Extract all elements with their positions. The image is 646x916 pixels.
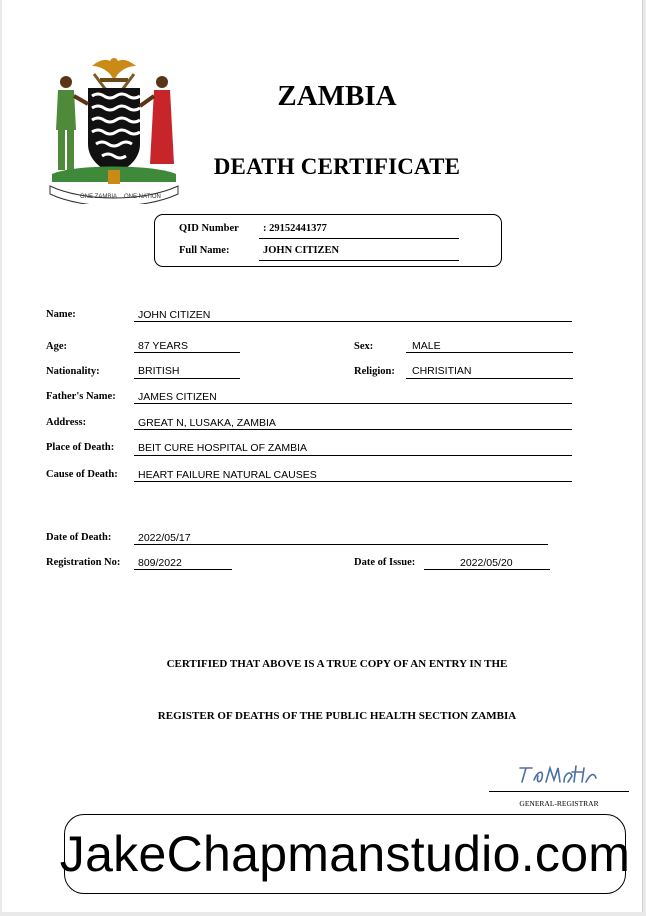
father-name-label: Father's Name: — [46, 391, 116, 402]
certification-line-2: REGISTER OF DEATHS OF THE PUBLIC HEALTH SECTION ZAMBIA — [157, 710, 517, 722]
name-value: JOHN CITIZEN — [138, 309, 211, 321]
name-underline — [134, 321, 572, 322]
nationality-value: BRITISH — [138, 365, 180, 377]
place-of-death-underline — [134, 455, 572, 456]
document-title: DEATH CERTIFICATE — [213, 154, 461, 179]
signature-line — [489, 791, 629, 792]
sex-value: MALE — [412, 340, 441, 352]
name-label: Name: — [46, 309, 76, 320]
fullname-underline — [259, 260, 459, 261]
date-of-issue-value: 2022/05/20 — [460, 557, 513, 569]
cause-of-death-underline — [134, 481, 572, 482]
date-of-issue-label: Date of Issue: — [354, 557, 416, 568]
watermark-banner — [59, 814, 631, 894]
father-name-underline — [134, 403, 572, 404]
qid-value: : 29152441377 — [263, 223, 327, 234]
registration-no-value: 809/2022 — [138, 557, 182, 569]
certification-line-1: CERTIFIED THAT ABOVE IS A TRUE COPY OF AN ENTRY IN THE — [166, 658, 508, 670]
svg-text:ONE NATION: ONE NATION — [124, 194, 161, 200]
date-of-death-value: 2022/05/17 — [138, 532, 191, 544]
address-underline — [134, 429, 572, 430]
address-value: GREAT N, LUSAKA, ZAMBIA — [138, 417, 276, 429]
nationality-underline — [134, 378, 240, 379]
religion-label: Religion: — [354, 366, 395, 377]
place-of-death-label: Place of Death: — [46, 442, 115, 453]
fullname-label: Full Name: — [179, 245, 230, 256]
id-box — [154, 214, 502, 267]
qid-underline — [259, 238, 459, 239]
nationality-label: Nationality: — [46, 366, 100, 377]
watermark-text: JakeChapmanstudio.com — [59, 826, 631, 882]
registration-no-label: Registration No: — [46, 557, 121, 568]
sex-label: Sex: — [354, 341, 374, 352]
age-label: Age: — [46, 341, 67, 352]
sex-underline — [406, 352, 573, 353]
registrar-title: GENERAL-REGISTRAR — [519, 799, 599, 808]
age-underline — [134, 352, 240, 353]
registration-no-underline — [134, 569, 232, 570]
age-value: 87 YEARS — [138, 340, 189, 352]
father-name-value: JAMES CITIZEN — [138, 391, 217, 403]
qid-label: QID Number — [179, 223, 239, 234]
svg-text:ONE ZAMBIA: ONE ZAMBIA — [80, 194, 118, 200]
religion-underline — [406, 378, 573, 379]
place-of-death-value: BEIT CURE HOSPITAL OF ZAMBIA — [138, 442, 307, 454]
certificate-page — [2, 0, 643, 912]
date-of-issue-underline — [424, 569, 550, 570]
date-of-death-label: Date of Death: — [46, 532, 112, 543]
religion-value: CHRISITIAN — [412, 365, 472, 377]
country-heading: ZAMBIA — [277, 80, 397, 112]
date-of-death-underline — [134, 544, 548, 545]
fullname-value: JOHN CITIZEN — [263, 245, 340, 256]
zambia-coat-of-arms-icon — [44, 52, 184, 204]
cause-of-death-label: Cause of Death: — [46, 469, 118, 480]
cause-of-death-value: HEART FAILURE NATURAL CAUSES — [138, 469, 317, 481]
registrar-signature-icon — [514, 760, 604, 788]
address-label: Address: — [46, 417, 87, 428]
